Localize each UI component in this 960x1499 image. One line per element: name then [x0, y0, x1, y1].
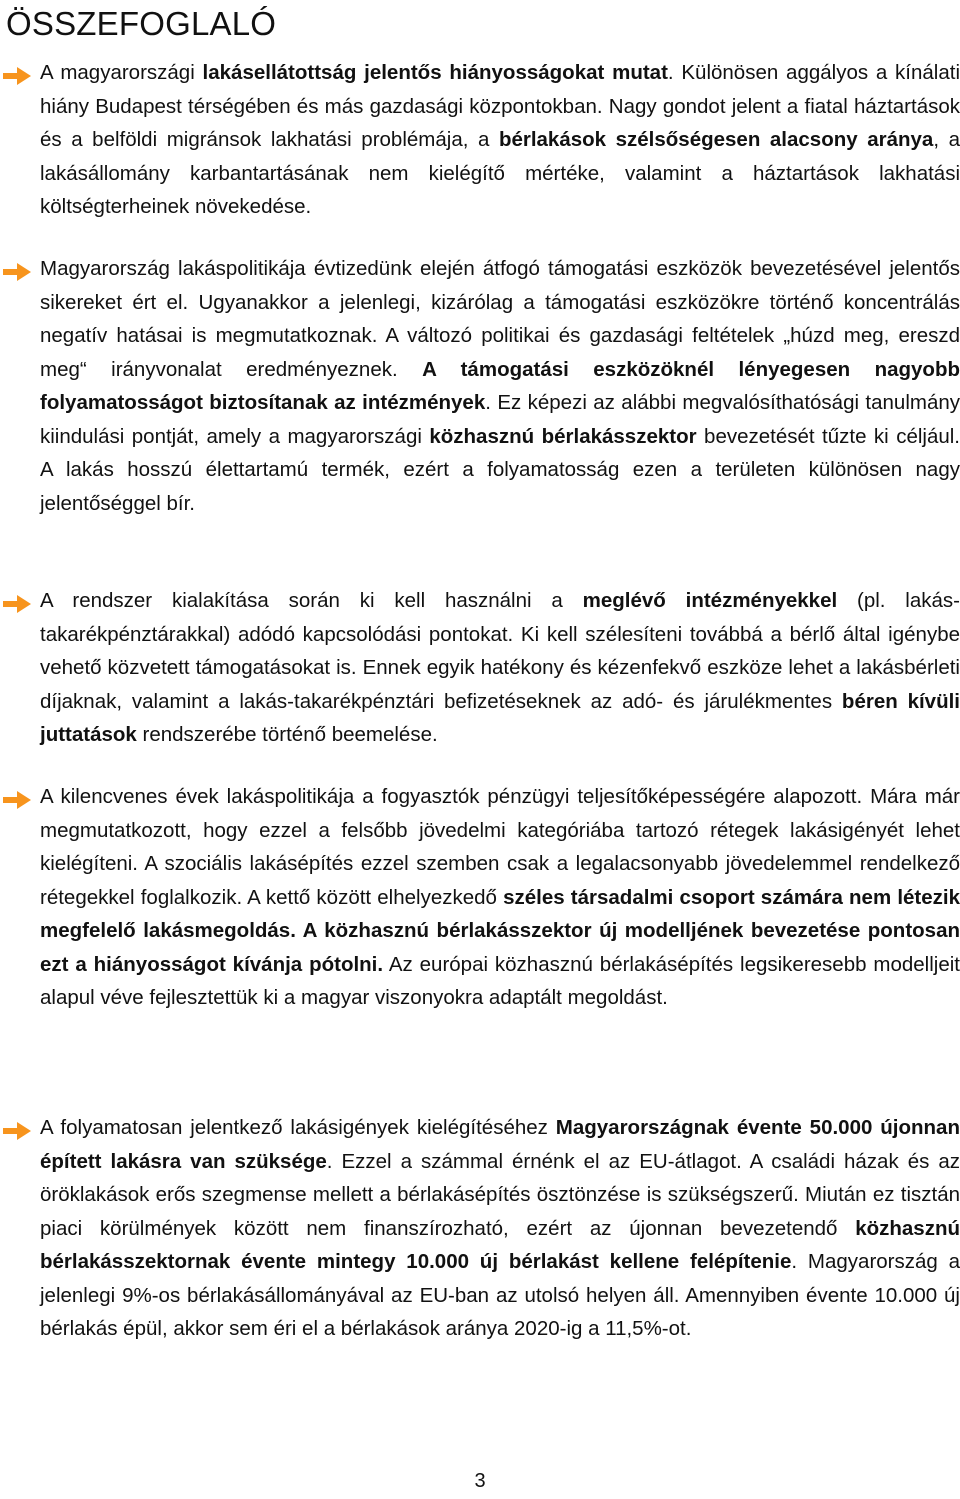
- text: A folyamatosan jelentkező lakásigények kielégítéséhez: [40, 1116, 556, 1139]
- summary-section-1: [0, 56, 960, 224]
- page-title: ÖSSZEFOGLALÓ: [6, 5, 277, 42]
- text: Magyarország lakáspolitikája évtizedünk elején átfogó támogatási eszközök bevezetésével jelentős sikereket ért el. Ugyanakkor a jelenlegi, kizárólag a támogatási eszközökre történő koncentrálás negatív hatásai is megmutatkoznak. A változó politikai és gazdasági feltételek „húzd meg, ereszd meg“ irányvonalat eredményeznek.: [40, 257, 960, 381]
- summary-section-4: [0, 780, 960, 1015]
- text: rendszerébe történő beemelése.: [136, 723, 438, 746]
- text: Az európai közhasznú bérlakásépítés legsikeresebb modelljeit alapul véve fejlesztettük ki a magyar viszonyokra adaptált megoldást.: [40, 952, 960, 1009]
- text: . Magyarország a jelenlegi 9%-os bérlakásállományával az EU-ban az utolsó helyen áll. Amennyiben évente 10.000 új bérlakás épül, akkor sem éri el a bérlakások aránya 2020-ig a 11,5%-ot.: [40, 1250, 960, 1340]
- arrow-right-icon: [2, 66, 34, 86]
- arrow-right-icon: [2, 262, 34, 282]
- summary-paragraph-5: [40, 1111, 960, 1346]
- highlight: közhasznú bérlakásszektor: [429, 424, 697, 448]
- highlight: A támogatási eszközöknél lényegesen nagyobb folyamatosságot biztosítanak az intézmények: [40, 357, 960, 414]
- highlight: bérlakások szélsőségesen alacsony aránya: [498, 128, 934, 151]
- summary-section-5: [0, 1111, 960, 1346]
- text: (pl. lakástakarékpénztárakkal) adódó kapcsolódási pontokat. Ki kell szélesíteni továbbá a bérlő által igénybe vehető közvetett támogatásokat is. Ennek egyik hatékony és kézenfekvő eszköze lehet a lakásbérleti díjaknak, valamint a lakás-takarékpénztári befizetéseknek az adó- és járulékmentes: [40, 589, 960, 713]
- text: A rendszer kialakítása során ki kell használni a: [40, 589, 583, 612]
- arrow-right-icon: [2, 790, 34, 810]
- highlight: Magyarországnak évente 50.000 újonnan épített lakásra van szüksége: [40, 1116, 960, 1173]
- highlight: lakásellátottság jelentős hiányosságokat mutat: [202, 61, 668, 84]
- summary-section-2: [0, 252, 960, 520]
- summary-paragraph-2: [40, 252, 960, 520]
- summary-paragraph-3: [40, 584, 960, 752]
- text: A kilencvenes évek lakáspolitikája a fogyasztók pénzügyi teljesítőképességére alapozott. Mára már megmutatkozott, hogy ezzel a felsőbb jövedelmi kategóriába tartozó rétegek lakásigényét lehet kielégíteni. A szociális lakásépítés ezzel szemben csak a legalacsonyabb jövedelemmel rendelkező rétegekkel foglalkozik. A kettő között elhelyezkedő: [40, 785, 960, 909]
- arrow-right-icon: [2, 594, 34, 614]
- summary-paragraph-1: [40, 56, 960, 224]
- text: . Ezzel a számmal érnénk el az EU-átlagot. A családi házak és az öröklakások erős szegmense mellett a bérlakásépítés ösztönzése is szükségszerű. Miután ez tisztán piaci körülmények között nem finanszírozható, ezért az újonnan bevezetendő: [40, 1149, 960, 1240]
- summary-section-3: [0, 584, 960, 752]
- highlight: széles társadalmi csoport számára nem létezik megfelelő lakásmegoldás. A közhasznú bérlakásszektor új modelljének bevezetése pontosan ezt a hiányosságot kívánja pótolni.: [40, 885, 960, 976]
- page-number: 3: [474, 1470, 486, 1492]
- text: A magyarországi: [40, 61, 203, 84]
- text: , a lakásállomány karbantartásának nem kielégítő mértéke, valamint a háztartások lakhatási költségterheinek növekedése.: [40, 128, 960, 218]
- highlight: meglévő intézményekkel: [582, 589, 838, 612]
- highlight: közhasznú bérlakásszektornak évente mintegy 10.000 új bérlakást kellene felépítenie: [40, 1216, 960, 1273]
- arrow-right-icon: [2, 1121, 34, 1141]
- text: . Különösen aggályos a kínálati hiány Budapest térségében és más gazdasági központokban. Nagy gondot jelent a fiatal háztartások és a belföldi migránsok lakhatási problémája, a: [40, 61, 960, 151]
- highlight: béren kívüli juttatások: [40, 689, 960, 746]
- text: bevezetését tűzte ki céljául. A lakás hosszú élettartamú termék, ezért a folyamatosság ezen a területen különösen nagy jelentőséggel bír.: [40, 424, 960, 515]
- text: . Ez képezi az alábbi megvalósíthatósági tanulmány kiindulási pontját, amely a magyarországi: [40, 391, 960, 448]
- summary-paragraph-4: [40, 780, 960, 1015]
